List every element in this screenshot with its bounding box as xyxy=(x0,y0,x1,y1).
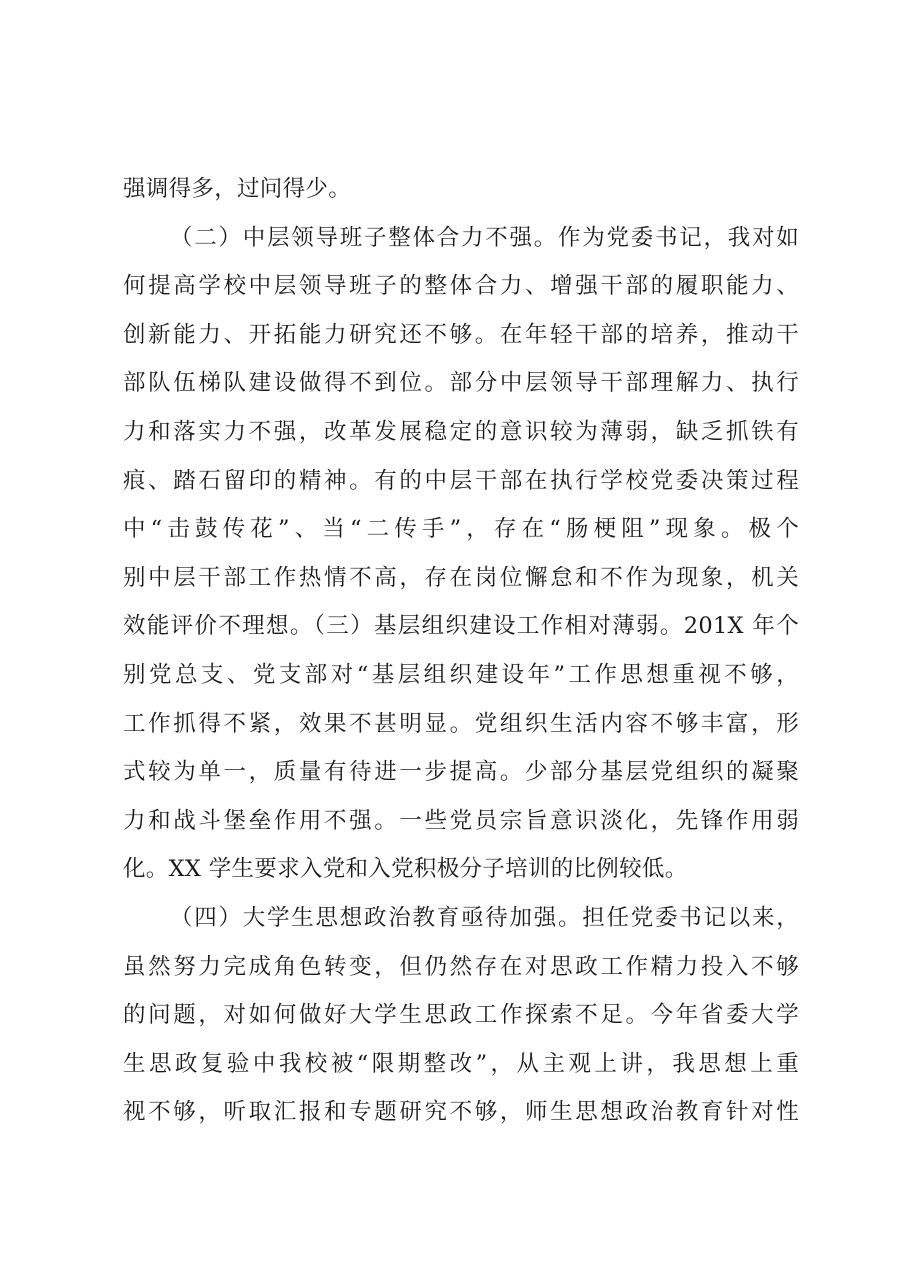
text-line: 的问题，对如何做好大学生思政工作探索不足。今年省委大学 xyxy=(123,1002,799,1029)
text-line: 痕、踏石留印的精神。有的中层干部在执行学校党委决策过程 xyxy=(123,467,799,494)
text-line: 生思政复验中我校被“限期整改”，从主观上讲，我思想上重 xyxy=(123,1050,799,1077)
text-line: 力和落实力不强，改革发展稳定的意识较为薄弱，缺乏抓铁有 xyxy=(123,418,799,445)
paragraph-heading-line: （四）大学生思想政治教育亟待加强。担任党委书记以来， xyxy=(170,904,799,931)
text-line: 式较为单一，质量有待进一步提高。少部分基层党组织的凝聚 xyxy=(123,759,799,786)
text-line: 创新能力、开拓能力研究还不够。在年轻干部的培养，推动干 xyxy=(123,321,799,348)
paragraph-heading-line: （二）中层领导班子整体合力不强。作为党委书记，我对如 xyxy=(170,224,799,251)
text-line: 部队伍梯队建设做得不到位。部分中层领导干部理解力、执行 xyxy=(123,370,799,397)
text-line: 虽然努力完成角色转变，但仍然存在对思政工作精力投入不够 xyxy=(123,953,799,980)
text-line: 工作抓得不紧，效果不甚明显。党组织生活内容不够丰富，形 xyxy=(123,710,799,737)
text-line: 别党总支、党支部对“基层组织建设年”工作思想重视不够， xyxy=(123,661,799,688)
text-line: 中“击鼓传花”、当“二传手”，存在“肠梗阻”现象。极个 xyxy=(123,516,799,543)
text-line: 强调得多，过问得少。 xyxy=(123,176,352,202)
text-line: 何提高学校中层领导班子的整体合力、增强干部的履职能力、 xyxy=(123,273,799,300)
text-line: 别中层干部工作热情不高，存在岗位懈怠和不作为现象，机关 xyxy=(123,564,799,591)
text-line: 力和战斗堡垒作用不强。一些党员宗旨意识淡化，先锋作用弱 xyxy=(123,807,799,834)
text-line: 化。XX 学生要求入党和入党积极分子培训的比例较低。 xyxy=(123,856,688,883)
text-line: 视不够，听取汇报和专题研究不够，师生思想政治教育针对性 xyxy=(123,1099,799,1126)
text-line: 效能评价不理想。（三）基层组织建设工作相对薄弱。201X 年个 xyxy=(123,613,799,640)
document-body xyxy=(123,165,799,1137)
